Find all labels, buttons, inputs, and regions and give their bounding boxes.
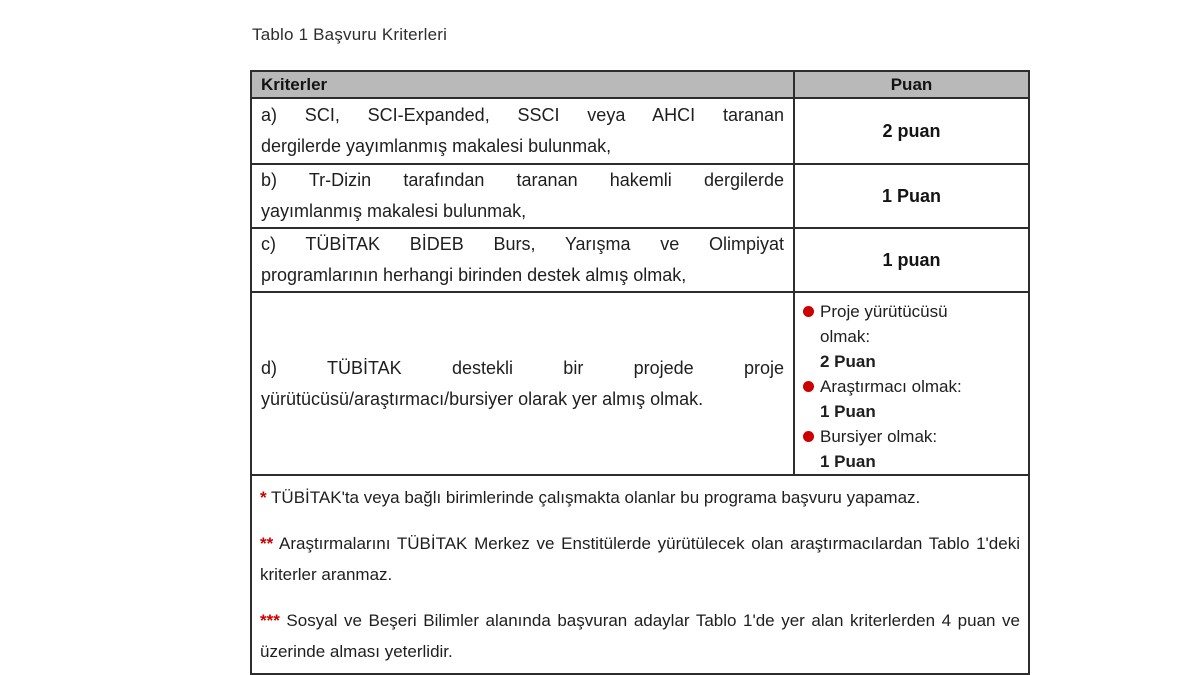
points-list-cell: [794, 292, 1029, 475]
criteria-text-line: d) TÜBİTAK destekli bir projede proje: [261, 357, 784, 378]
points-item-label: olmak:: [820, 327, 871, 346]
criteria-text-line: yürütücüsü/araştırmacı/bursiyer olarak yer almış olmak.: [261, 388, 704, 409]
points-item-label: Araştırmacı olmak:: [820, 377, 962, 396]
points-list-item: [803, 299, 1024, 374]
column-header-puan: Puan: [794, 71, 1029, 98]
criteria-text-line: a) SCI, SCI-Expanded, SSCI veya AHCI taranan: [261, 105, 784, 125]
table-row-a: [251, 98, 1029, 164]
footnote-marker: **: [260, 534, 274, 553]
criteria-text-line: dergilerde yayımlanmış makalesi bulunmak,: [261, 136, 612, 156]
criteria-cell-c: [251, 228, 794, 292]
bullet-icon: [803, 306, 814, 317]
footnote-marker: ***: [260, 611, 280, 630]
table-caption: Tablo 1 Başvuru Kriterleri: [252, 25, 448, 44]
criteria-text-line: c) TÜBİTAK BİDEB Burs, Yarışma ve Olimpiyat: [261, 234, 784, 254]
criteria-text-line: programlarının herhangi birinden destek almış olmak,: [261, 265, 687, 285]
footnotes-cell: [251, 475, 1029, 674]
bullet-icon: [803, 381, 814, 392]
footnote-text: Araştırmalarını TÜBİTAK Merkez ve Enstitülerde yürütülecek olan araştırmacılardan Tablo 1'deki kriterler aranmaz.: [260, 534, 1020, 584]
table-row-b: [251, 164, 1029, 228]
criteria-cell-b: [251, 164, 794, 228]
points-list-item: [803, 374, 1024, 424]
footnote-text: TÜBİTAK'ta veya bağlı birimlerinde çalışmakta olanlar bu programa başvuru yapamaz.: [271, 488, 921, 507]
points-item-value: 2 Puan: [820, 352, 876, 371]
points-value-c: 1 puan: [794, 228, 1029, 292]
points-item-value: 1 Puan: [820, 452, 876, 471]
points-item-label: Proje yürütücüsü: [820, 302, 948, 321]
points-list-item: [803, 424, 1024, 474]
footnote-text: Sosyal ve Beşeri Bilimler alanında başvuran adaylar Tablo 1'de yer alan kriterlerden 4 puan ve üzerinde alması yeterlidir.: [260, 611, 1020, 661]
footnotes-row: [251, 475, 1029, 674]
footnote: [260, 605, 1020, 667]
table-header-row: [251, 71, 1029, 98]
column-header-kriterler: Kriterler: [251, 71, 794, 98]
criteria-cell-d: [251, 292, 794, 475]
points-value-a: 2 puan: [794, 98, 1029, 164]
footnote: [260, 528, 1020, 590]
table-row-d: [251, 292, 1029, 475]
points-item-value: 1 Puan: [820, 402, 876, 421]
criteria-text-line: b) Tr-Dizin tarafından taranan hakemli dergilerde: [261, 170, 784, 190]
footnote-marker: *: [260, 488, 267, 507]
points-value-b: 1 Puan: [794, 164, 1029, 228]
table-row-c: [251, 228, 1029, 292]
criteria-table: [250, 70, 1030, 675]
points-item-label: Bursiyer olmak:: [820, 427, 938, 446]
bullet-icon: [803, 431, 814, 442]
criteria-text-line: yayımlanmış makalesi bulunmak,: [261, 201, 527, 221]
criteria-cell-a: [251, 98, 794, 164]
footnote: [260, 482, 1020, 513]
